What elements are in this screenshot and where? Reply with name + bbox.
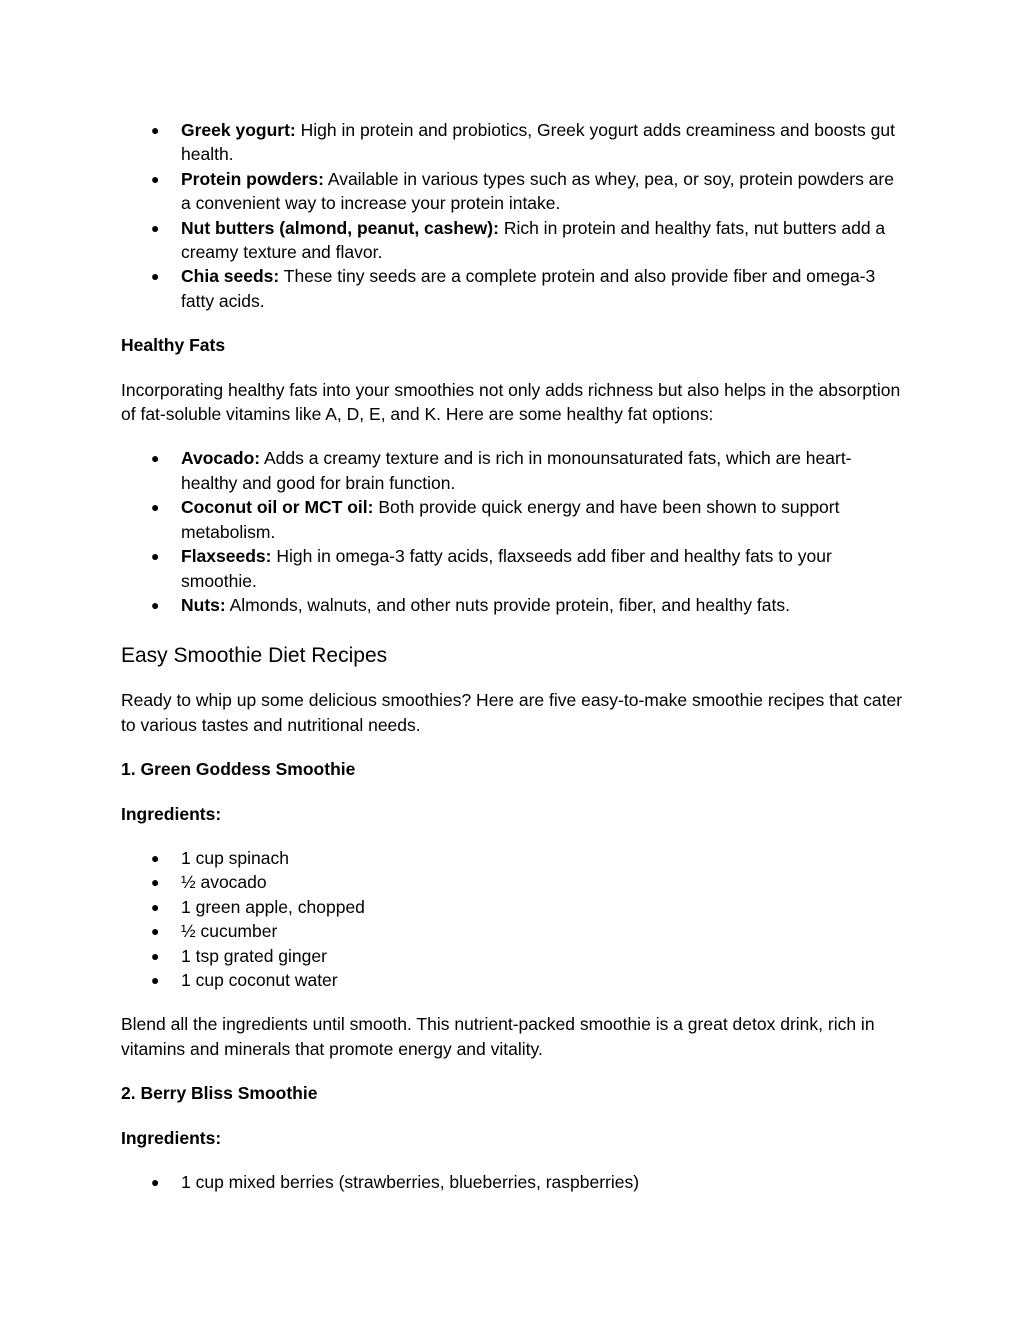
ingredient-item: [121, 968, 906, 992]
ingredient-item: [121, 870, 906, 894]
recipe-description: Blend all the ingredients until smooth. This nutrient-packed smoothie is a great detox drink, rich in vitamins and minerals that promote energy and vitality.: [121, 1014, 875, 1059]
list-item-term: Chia seeds:: [181, 266, 280, 287]
bullet-icon: ●: [151, 450, 160, 467]
bullet-icon: ●: [151, 1174, 160, 1190]
ingredient-item: [121, 895, 906, 919]
list-item: [121, 544, 906, 593]
bullet-icon: ●: [151, 971, 160, 988]
ingredient-item: [121, 1170, 906, 1194]
list-item: [121, 167, 906, 216]
ingredients-list: [121, 1170, 906, 1194]
recipe-title: 2. Berry Bliss Smoothie: [121, 1083, 318, 1104]
bullet-icon: ●: [151, 874, 160, 891]
list-item-text: Both provide quick energy and have been shown to support metabolism.: [181, 497, 840, 542]
list-item-term: Nut butters (almond, peanut, cashew):: [181, 217, 499, 238]
list-item-text: High in protein and probiotics, Greek yogurt adds creaminess and boosts gut health.: [181, 120, 895, 165]
list-item-term: Coconut oil or MCT oil:: [181, 497, 374, 518]
ingredient-item: [121, 919, 906, 943]
ingredients-list: [121, 846, 906, 992]
bullet-icon: ●: [151, 219, 160, 236]
list-item: [121, 216, 906, 265]
ingredient-text: 1 cup spinach: [181, 847, 289, 868]
ingredient-text: 1 green apple, chopped: [181, 896, 365, 917]
list-item-term: Nuts:: [181, 594, 226, 615]
ingredient-text: 1 tsp grated ginger: [181, 945, 327, 966]
recipes-section-intro: Ready to whip up some delicious smoothies? Here are five easy-to-make smoothie recipes that cater to various tastes and nutritional needs.: [121, 690, 903, 735]
list-item-text: Available in various types such as whey, pea, or soy, protein powders are a convenient way to increase your protein intake.: [181, 168, 894, 214]
list-item: [121, 264, 906, 313]
ingredients-label: Ingredients:: [121, 1127, 222, 1148]
list-item-term: Flaxseeds:: [181, 546, 272, 567]
ingredient-item: [121, 846, 906, 870]
list-item: [121, 593, 906, 617]
bullet-icon: ●: [151, 499, 160, 516]
list-item: [121, 495, 906, 544]
protein-sources-list: [121, 118, 906, 313]
healthy-fats-heading: Healthy Fats: [121, 335, 226, 356]
bullet-icon: ●: [151, 268, 160, 285]
ingredient-text: 1 cup mixed berries (strawberries, blueberries, raspberries): [181, 1172, 640, 1192]
bullet-icon: ●: [151, 947, 160, 964]
recipes-section-heading: Easy Smoothie Diet Recipes: [121, 644, 388, 668]
list-item-term: Avocado:: [181, 448, 261, 469]
bullet-icon: ●: [151, 170, 160, 187]
bullet-icon: ●: [151, 596, 160, 613]
bullet-icon: ●: [151, 923, 160, 940]
document-page: [121, 118, 906, 1194]
healthy-fats-list: [121, 446, 906, 617]
list-item: [121, 446, 906, 495]
list-item-text: Adds a creamy texture and is rich in monounsaturated fats, which are heart-healthy and good for brain function.: [181, 448, 852, 493]
list-item-term: Protein powders:: [181, 168, 324, 189]
ingredient-text: ½ cucumber: [181, 921, 278, 942]
ingredient-text: ½ avocado: [181, 872, 267, 893]
ingredients-label: Ingredients:: [121, 803, 222, 824]
healthy-fats-intro: Incorporating healthy fats into your smoothies not only adds richness but also helps in the absorption of fat-soluble vitamins like A, D, E, and K. Here are some healthy fat options:: [121, 379, 901, 425]
bullet-icon: ●: [151, 898, 160, 915]
ingredient-text: 1 cup coconut water: [181, 969, 338, 990]
list-item-term: Greek yogurt:: [181, 120, 296, 140]
list-item: [121, 118, 906, 167]
bullet-icon: ●: [151, 849, 160, 866]
bullet-icon: ●: [151, 122, 160, 138]
bullet-icon: ●: [151, 548, 160, 565]
list-item-text: Rich in protein and healthy fats, nut butters add a creamy texture and flavor.: [181, 217, 886, 263]
list-item-text: Almonds, walnuts, and other nuts provide protein, fiber, and healthy fats.: [225, 594, 790, 615]
recipe-title: 1. Green Goddess Smoothie: [121, 759, 356, 780]
list-item-text: These tiny seeds are a complete protein and also provide fiber and omega-3 fatty acids.: [181, 266, 876, 311]
list-item-text: High in omega-3 fatty acids, flaxseeds add fiber and healthy fats to your smoothie.: [181, 546, 832, 591]
ingredient-item: [121, 944, 906, 968]
